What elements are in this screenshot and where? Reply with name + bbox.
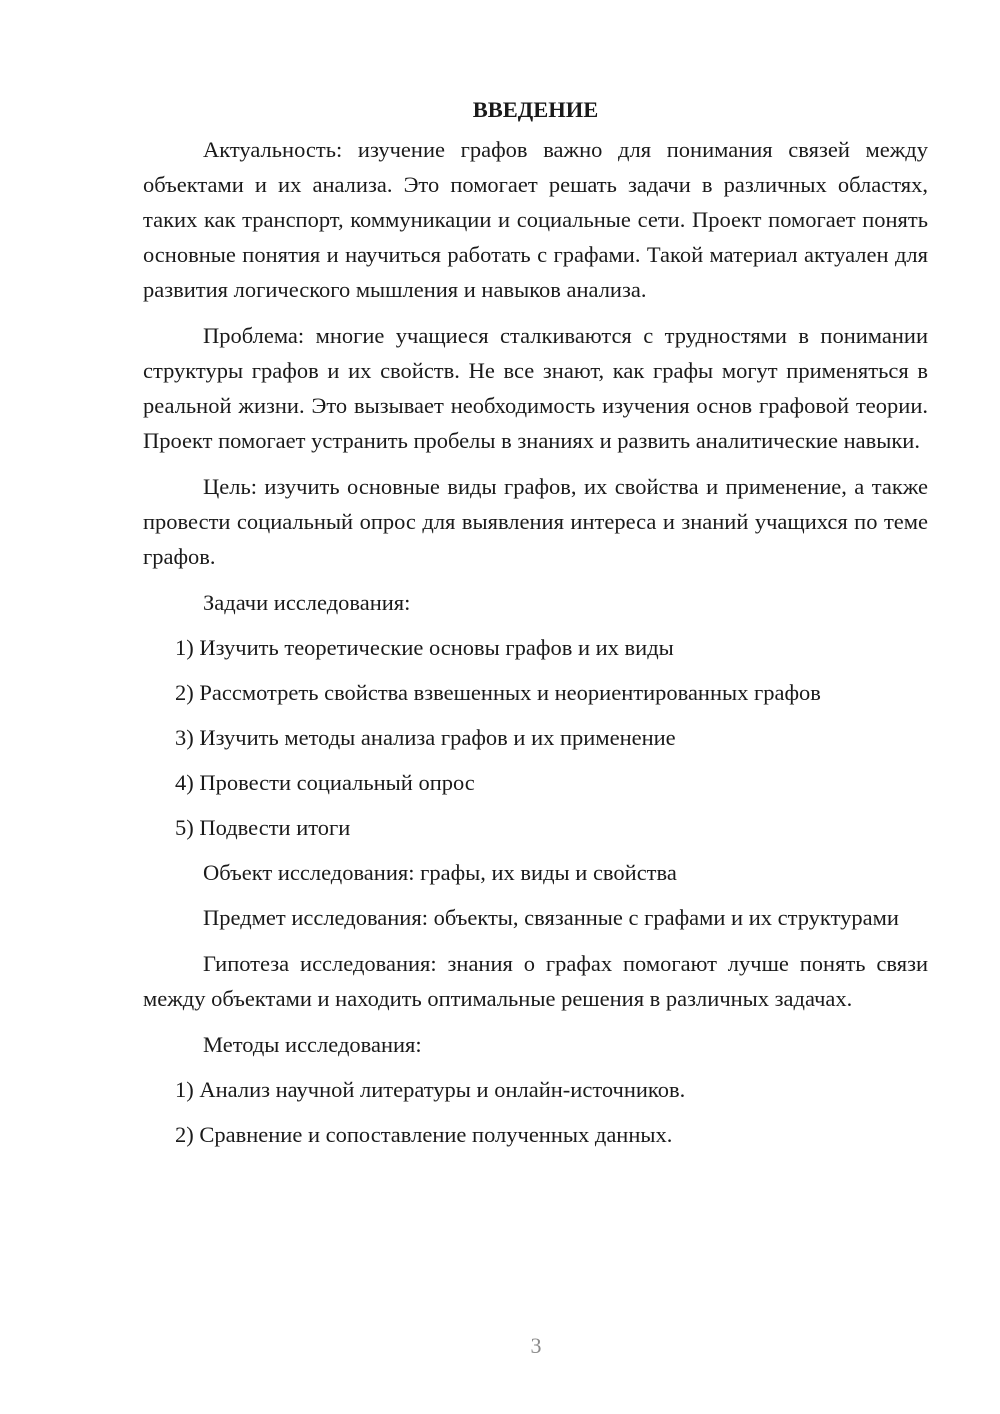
hypothesis-paragraph: Гипотеза исследования: знания о графах помогают лучше понять связи между объектами и находить оптимальные решения в различных задачах. [143,951,928,1011]
goal-paragraph: Цель: изучить основные виды графов, их свойства и применение, а также провести социальный опрос для выявления интереса и знаний учащихся по теме графов. [143,474,928,569]
methods-heading: Методы исследования: [203,1032,422,1057]
page-title: ВВЕДЕНИЕ [472,97,599,122]
method-item: 2) Сравнение и сопоставление полученных данных. [175,1122,673,1147]
page-body [143,92,928,1162]
page-number: 3 [530,1333,542,1358]
method-item: 1) Анализ научной литературы и онлайн-источников. [175,1077,686,1102]
methods-list [143,1072,928,1152]
task-item: 1) Изучить теоретические основы графов и их виды [175,635,674,660]
task-item: 5) Подвести итоги [175,815,351,840]
task-item: 3) Изучить методы анализа графов и их применение [175,725,676,750]
relevance-paragraph: Актуальность: изучение графов важно для понимания связей между объектами и их анализа. Это помогает решать задачи в различных областях, таких как транспорт, коммуникации и социальные сети. Проект помогает понять основные понятия и научиться работать с графами. Такой материал актуален для развития логического мышления и навыков анализа. [143,137,928,302]
problem-paragraph: Проблема: многие учащиеся сталкиваются с трудностями в понимании структуры графов и их свойств. Не все знают, как графы могут применяться в реальной жизни. Это вызывает необходимость изучения основ графовой теории. Проект помогает устранить пробелы в знаниях и развить аналитические навыки. [143,323,928,453]
task-item: 4) Провести социальный опрос [175,770,475,795]
object-paragraph: Объект исследования: графы, их виды и свойства [203,860,677,885]
subject-paragraph: Предмет исследования: объекты, связанные с графами и их структурами [203,905,899,930]
tasks-heading: Задачи исследования: [203,590,411,615]
tasks-list [143,630,928,845]
task-item: 2) Рассмотреть свойства взвешенных и неориентированных графов [175,680,821,705]
